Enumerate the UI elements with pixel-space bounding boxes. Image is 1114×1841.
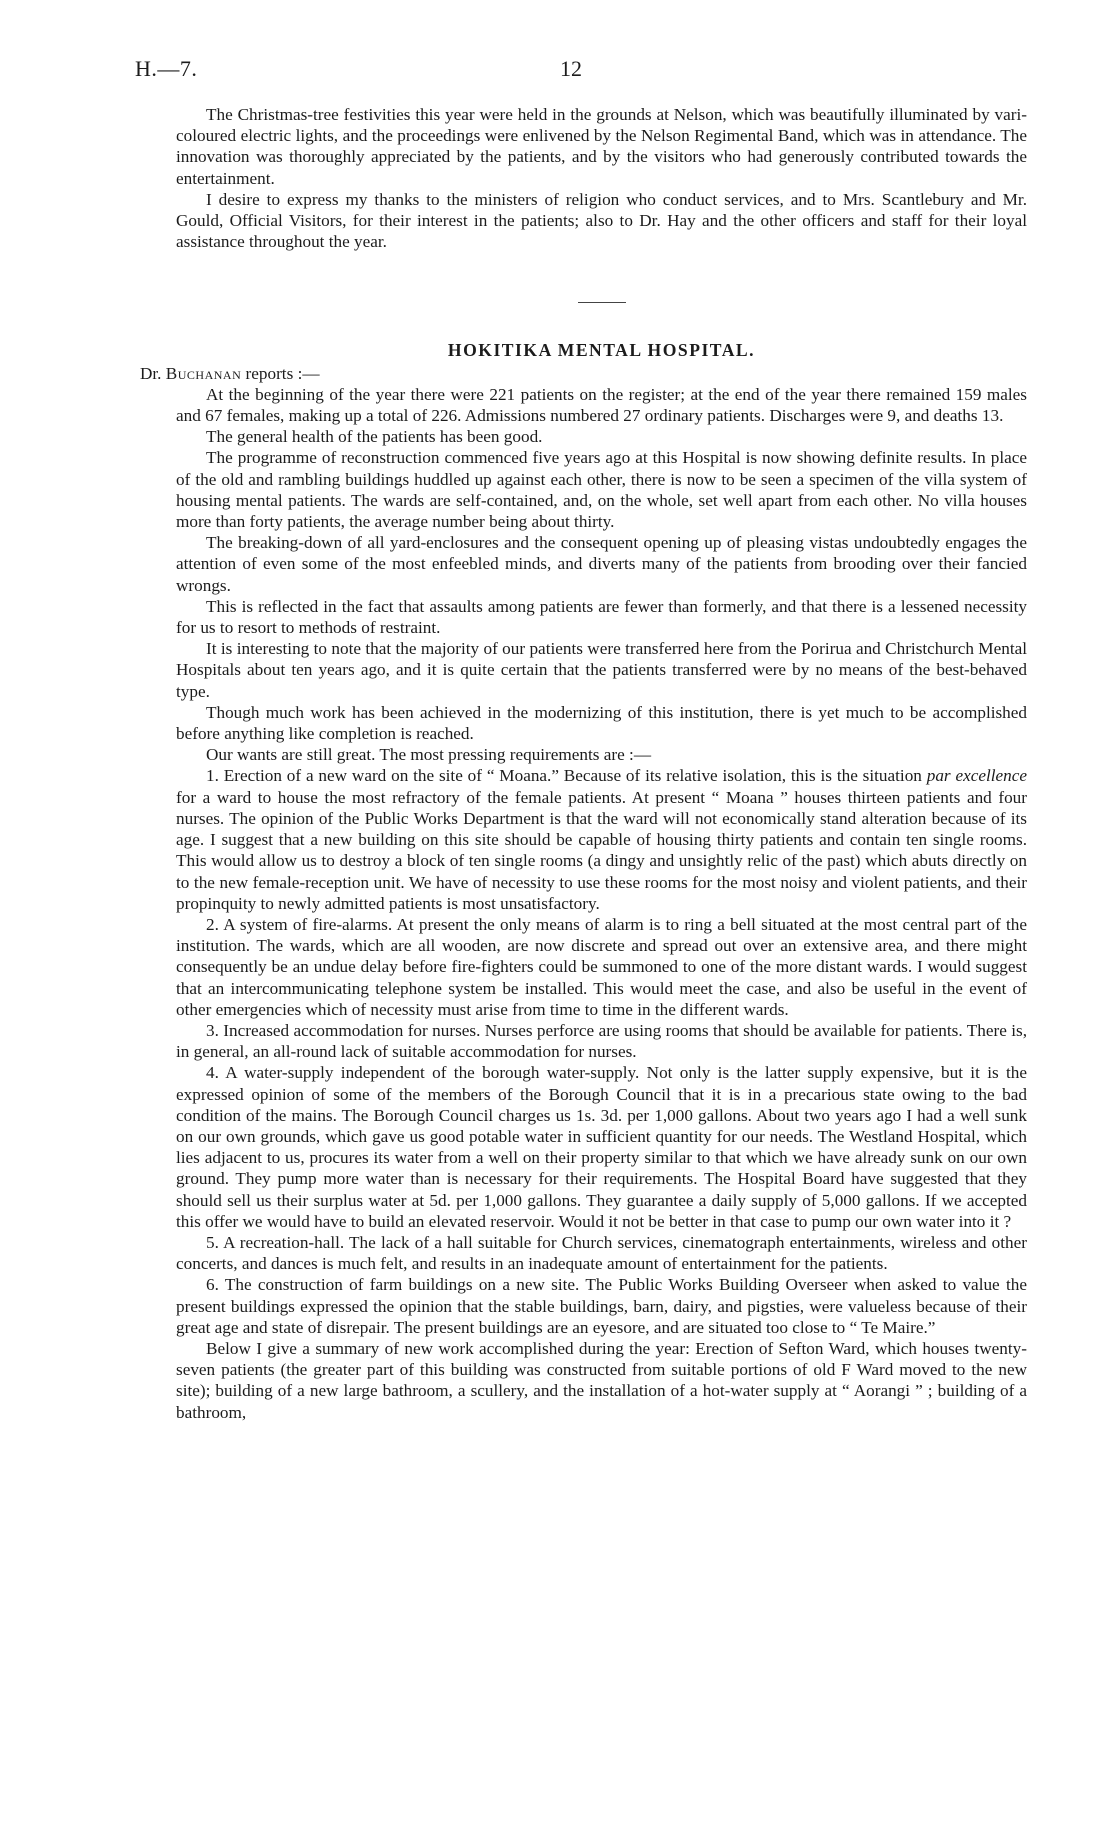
page-number: 12 — [560, 56, 582, 81]
reporter-line — [140, 363, 1027, 384]
document-reference: H.—7. — [135, 56, 198, 81]
paragraph: This is reflected in the fact that assaults among patients are fewer than formerly, and that there is a lessened necessity for us to resort to methods of restraint. — [176, 596, 1027, 638]
paragraph: It is interesting to note that the majority of our patients were transferred here from the Porirua and Christchurch Mental Hospitals about ten years ago, and it is quite certain that the patients transferred were by no means of the best-behaved type. — [176, 639, 1027, 701]
document-body — [140, 104, 1027, 1423]
paragraph: The breaking-down of all yard-enclosures and the consequent opening up of pleasing vistas undoubtedly engages the attention of even some of the most enfeebled minds, and diverts many of the patients from brooding over their fancied wrongs. — [176, 533, 1027, 595]
paragraph: Below I give a summary of new work accomplished during the year: Erection of Sefton Ward, which houses twenty-seven patients (the greater part of this building was constructed from suitable portions of old F Ward moved to the new site); building of a new large bathroom, a scullery, and the installation of a hot-water supply at “ Aorangi ” ; building of a bathroom, — [176, 1338, 1027, 1422]
paragraph: The programme of reconstruction commenced five years ago at this Hospital is now showing definite results. In place of the old and rambling buildings huddled up against each other, there is now to be seen a specimen of the villa system of housing mental patients. The wards are self-contained, and, on the whole, set well apart from each other. No villa houses more than forty patients, the average number being about thirty. — [176, 448, 1027, 532]
paragraph: I desire to express my thanks to the ministers of religion who conduct services, and to Mrs. Scantlebury and Mr. Gould, Official Visitors, for their interest in the patients; also to Dr. Hay and the other officers and staff for their loyal assistance throughout the year. — [176, 189, 1027, 252]
requirement-item: 4. A water-supply independent of the borough water-supply. Not only is the latter supply expensive, but it is the expressed opinion of some of the members of the Borough Council that it is in a precarious state owing to the bad condition of the mains. The Borough Council charges us 1s. 3d. per 1,000 gallons. About two years ago I had a well sunk on our own grounds, which gave us good potable water in sufficient quantity for our needs. The Westland Hospital, which lies adjacent to us, procures its water from a well on their property similar to that which we have already sunk on our own ground. They pump more water than is necessary for their requirements. The Hospital Board have suggested that they should sell us their surplus water at 5d. per 1,000 gallons. They guarantee a daily supply of 5,000 gallons. If we accepted this offer we would have to build an elevated reservoir. Would it not be better in that case to pump our own water into it ? — [176, 1063, 1027, 1231]
section-title: HOKITIKA MENTAL HOSPITAL. — [447, 340, 756, 361]
requirement-item: 1. Erection of a new ward on the site of “ Moana.” Because of its relative isolation, this is the situation par excellence for a ward to house the most refractory of the female patients. At present “ Moana ” houses thirteen patients and four nurses. The opinion of the Public Works Department is that the ward will not economically stand alteration because of its age. I suggest that a new building on this site should be capable of housing thirty patients and contain ten single rooms. This would allow us to destroy a block of ten single rooms (a dingy and unsightly relic of the past) which abuts directly on to the new female-reception unit. We have of necessity to use these rooms for the most noisy and violent patients, and their propinquity to newly admitted patients is most unsatisfactory. — [176, 766, 1027, 913]
reporter-prefix: Dr. — [140, 363, 166, 383]
paragraph: The Christmas-tree festivities this year were held in the grounds at Nelson, which was beautifully illuminated by vari-coloured electric lights, and the proceedings were enlivened by the Nelson Regimental Band, which was in attendance. The innovation was thoroughly appreciated by the patients, and by the visitors who had generously contributed towards the entertainment. — [176, 105, 1027, 188]
italic-phrase: par excellence — [926, 766, 1027, 786]
paragraph: Our wants are still great. The most pressing requirements are :— — [206, 745, 652, 765]
requirement-item: 2. A system of fire-alarms. At present the only means of alarm is to ring a bell situated at the most central part of the institution. The wards, which are all wooden, are now discrete and spread out over an extensive area, and there might consequently be an undue delay before fire-fighters could be summoned to one of the more distant wards. I would suggest that an intercommunicating telephone system be installed. This would meet the case, and also be useful in the event of other emergencies which of necessity must arise from time to time in the different wards. — [176, 914, 1027, 1019]
paragraph: The general health of the patients has been good. — [206, 427, 543, 447]
requirement-item: 5. A recreation-hall. The lack of a hall suitable for Church services, cinematograph entertainments, wireless and other concerts, and dances is much felt, and results in an inadequate amount of entertainment for the patients. — [176, 1232, 1027, 1274]
reporter-suffix: reports :— — [241, 363, 320, 383]
requirement-item: 6. The construction of farm buildings on a new site. The Public Works Building Overseer when asked to value the present buildings expressed the opinion that the stable buildings, barn, dairy, and pigsties, were valueless because of their great age and state of disrepair. The present buildings are an eyesore, and are situated too close to “ Te Maire.” — [176, 1275, 1027, 1337]
requirement-item: 3. Increased accommodation for nurses. Nurses perforce are using rooms that should be available for patients. There is, in general, an all-round lack of suitable accommodation for nurses. — [176, 1020, 1027, 1062]
reporter-name: Buchanan — [165, 363, 242, 383]
paragraph: Though much work has been achieved in the modernizing of this institution, there is yet much to be accomplished before anything like completion is reached. — [176, 702, 1027, 744]
paragraph: At the beginning of the year there were 221 patients on the register; at the end of the year there remained 159 males and 67 females, making up a total of 226. Admissions numbered 27 ordinary patients. Discharges were 9, and deaths 13. — [176, 384, 1027, 426]
section-divider — [578, 302, 626, 303]
